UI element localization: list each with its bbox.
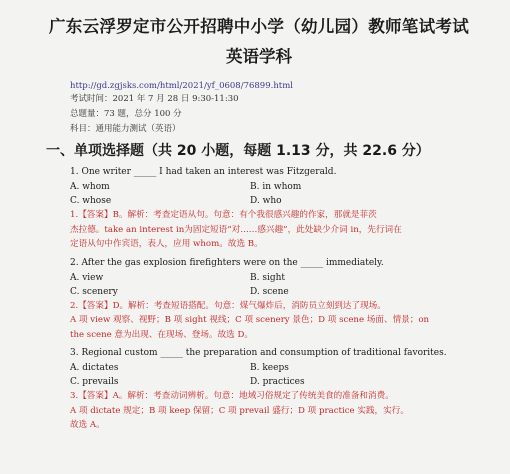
- section-heading: 一、单项选择题（共 20 小题，每题 1.13 分，共 22.6 分）: [46, 143, 430, 159]
- option-d: D. scene: [250, 286, 289, 297]
- page-subtitle: 英语学科: [226, 47, 292, 66]
- source-url[interactable]: http://gd.zgjsks.com/html/2021/yf_0608/76899.html: [70, 81, 293, 91]
- answer-line: 定语从句中作宾语，表人，应用 whom。故选 B。: [70, 239, 263, 249]
- exam-subject: 科目：通用能力测试（英语）: [70, 124, 181, 134]
- option-c: C. whose: [70, 196, 112, 206]
- option-c: C. scenery: [70, 286, 118, 297]
- answer-explanation: [70, 208, 488, 252]
- option-a: A. view: [70, 272, 104, 283]
- question-block: [70, 165, 488, 252]
- option-a: A. dictates: [70, 363, 119, 373]
- question-stem: 3. Regional custom _____ the preparation and consumption of traditional favorites.: [70, 348, 447, 358]
- question-stem: 2. After the gas explosion firefighters were on the _____ immediately.: [70, 257, 384, 268]
- answer-line: A 项 dictate 规定；B 项 keep 保留；C 项 prevail 盛行；D 项 practice 实践，实行。: [70, 405, 409, 416]
- question-options: [70, 361, 488, 389]
- exam-time: 考试时间：2021 年 7 月 28 日 9:30-11:30: [70, 94, 239, 104]
- answer-line: A 项 view 观察、视野；B 项 sight 视线；C 项 scenery 景色；D 项 scene 场面、情景；on: [70, 315, 430, 325]
- question-options: [70, 180, 488, 208]
- answer-explanation: [70, 299, 488, 343]
- question-stem: 1. One writer _____ I had taken an interest was Fitzgerald.: [70, 167, 337, 177]
- answer-line: 故选 A。: [70, 420, 105, 430]
- exam-total: 总题量：73 题，总分 100 分: [70, 109, 182, 119]
- option-b: B. keeps: [250, 363, 289, 373]
- answer-line: 2.【答案】D。解析：考查短语搭配。句意：煤气爆炸后，消防员立刻到达了现场。: [70, 300, 386, 311]
- option-b: B. sight: [250, 272, 286, 283]
- option-d: D. practices: [250, 377, 305, 387]
- question-options: [70, 271, 488, 299]
- page-title: 广东云浮罗定市公开招聘中小学（幼儿园）教师笔试考试: [49, 17, 469, 36]
- answer-line: the scene 意为出现、在现场、登场。故选 D。: [70, 329, 253, 340]
- option-d: D. who: [250, 196, 282, 206]
- answer-line: 杰拉德。take an interest in为固定短语“对……感兴趣”，此处缺少介词 in，先行词在: [70, 224, 402, 235]
- answer-explanation: [70, 389, 488, 433]
- answer-line: 3.【答案】A。解析：考查动词辨析。句意：地域习俗规定了传统美食的准备和消费。: [70, 391, 394, 401]
- question-block: [70, 346, 488, 433]
- option-a: A. whom: [70, 182, 110, 192]
- answer-line: 1.【答案】B。解析：考查定语从句。句意：有个我很感兴趣的作家，那就是菲茨: [70, 210, 377, 220]
- question-block: [70, 256, 488, 343]
- option-c: C. prevails: [70, 377, 119, 387]
- option-b: B. in whom: [250, 182, 302, 192]
